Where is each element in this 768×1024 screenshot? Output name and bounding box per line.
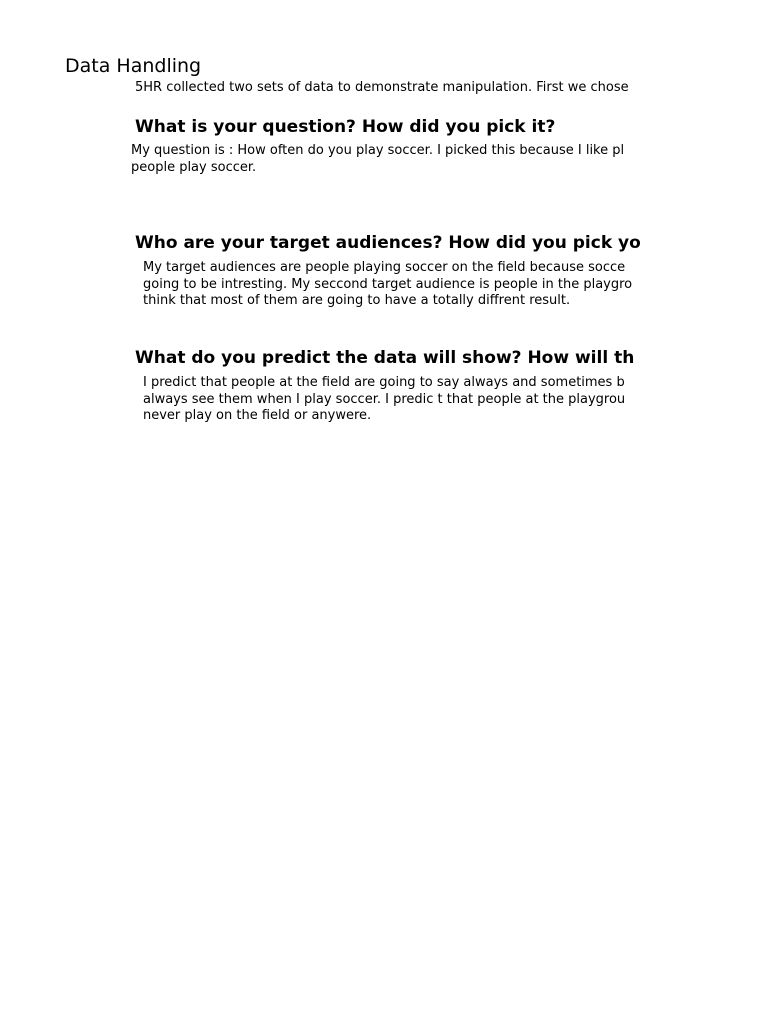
document-title: Data Handling: [65, 55, 202, 77]
answer-line: think that most of them are going to have a totally diffrent result.: [143, 293, 571, 308]
answer-block-3: [143, 375, 657, 425]
question-heading-2: Who are your target audiences? How did you pick yo: [135, 233, 641, 253]
answer-block-2: [143, 260, 657, 310]
intro-text: 5HR collected two sets of data to demonstrate manipulation. First we chose: [135, 80, 629, 95]
answer-block-1: [131, 143, 657, 176]
answer-line: always see them when I play soccer. I predic t that people at the playgrou: [143, 391, 626, 407]
question-heading-3: What do you predict the data will show? How will th: [135, 348, 635, 368]
answer-line: going to be intresting. My seccond target audience is people in the playgro: [143, 276, 633, 292]
answer-line: people play soccer.: [131, 159, 257, 175]
question-heading-1: What is your question? How did you pick it?: [135, 117, 556, 137]
answer-line: never play on the field or anywere.: [143, 408, 372, 423]
answer-line: My question is : How often do you play soccer. I picked this because I like pl: [131, 143, 625, 158]
answer-line: I predict that people at the field are going to say always and sometimes b: [143, 375, 625, 390]
answer-line: My target audiences are people playing soccer on the field because socce: [143, 260, 626, 275]
